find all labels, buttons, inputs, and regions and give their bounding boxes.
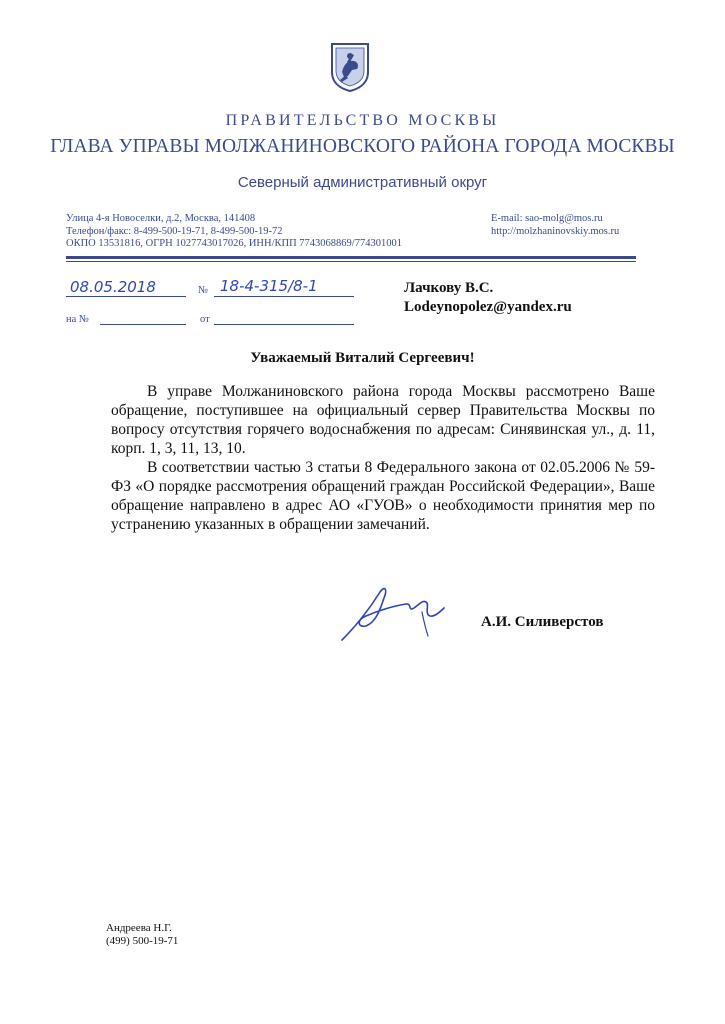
government-title: ПРАВИТЕЛЬСТВО МОСКВЫ: [225, 112, 500, 129]
executor-block: [106, 922, 178, 948]
address-block: [66, 213, 402, 251]
website-line: http://molzhaninovskiy.mos.ru: [491, 225, 620, 237]
ref-number-underline: [100, 324, 186, 325]
number-underline: [214, 296, 354, 297]
recipient-email: Lodeynopolez@yandex.ru: [404, 299, 572, 315]
ref-date-label: от: [200, 314, 210, 325]
recipient-name: Лачкову В.С.: [404, 280, 494, 296]
head-title: ГЛАВА УПРАВЫ МОЛЖАНИНОВСКОГО РАЙОНА ГОРОДА МОСКВЫ: [50, 136, 675, 157]
email-line: E-mail: sao-molg@mos.ru: [491, 213, 603, 224]
registration-date: 08.05.2018: [70, 278, 156, 296]
address-line: Улица 4-я Новоселки, д.2, Москва, 141408: [66, 213, 256, 224]
body-paragraph: В управе Молжаниновского района города Москвы рассмотрено Ваше обращение, поступившее на официальный сервер Правительства Москвы по вопросу отсутствия горячего водоснабжения по адресам: Синявинская ул., д. 11, корп. 1, 3, 11, 13, 10.: [111, 383, 655, 457]
phone-line: Телефон/факс: 8-499-500-19-71, 8-499-500-19-72: [66, 225, 283, 237]
number-label: №: [198, 285, 209, 296]
ref-number-label: на №: [66, 314, 89, 325]
contacts-block: [491, 213, 619, 238]
handwritten-signature: [336, 582, 448, 646]
registry-line: ОКПО 13531816, ОГРН 1027743017026, ИНН/КПП 7743068869/774301001: [66, 238, 402, 249]
greeting: Уважаемый Виталий Сергеевич!: [250, 350, 475, 366]
executor-phone: (499) 500-19-71: [106, 935, 179, 947]
recipient-block: [404, 279, 572, 317]
header-divider: [66, 256, 636, 259]
executor-name: Андреева Н.Г.: [106, 922, 172, 934]
registration-number: 18-4-315/8-1: [220, 277, 318, 295]
signer-name: А.И. Силиверстов: [481, 614, 604, 630]
moscow-coat-of-arms-icon: [328, 42, 372, 92]
body-paragraph: В соответствии частью 3 статьи 8 Федерального закона от 02.05.2006 № 59-ФЗ «О порядке рассмотрения обращений граждан Российской Федерации», Ваше обращение направлено в адрес АО «ГУОВ» о необходимости принятия мер по устранению указанных в обращении замечаний.: [111, 459, 655, 533]
district-name: Северный административный округ: [237, 174, 488, 191]
header-divider-thin: [66, 261, 636, 262]
ref-date-underline: [214, 324, 354, 325]
date-underline: [66, 296, 186, 297]
letter-body: [111, 382, 655, 534]
